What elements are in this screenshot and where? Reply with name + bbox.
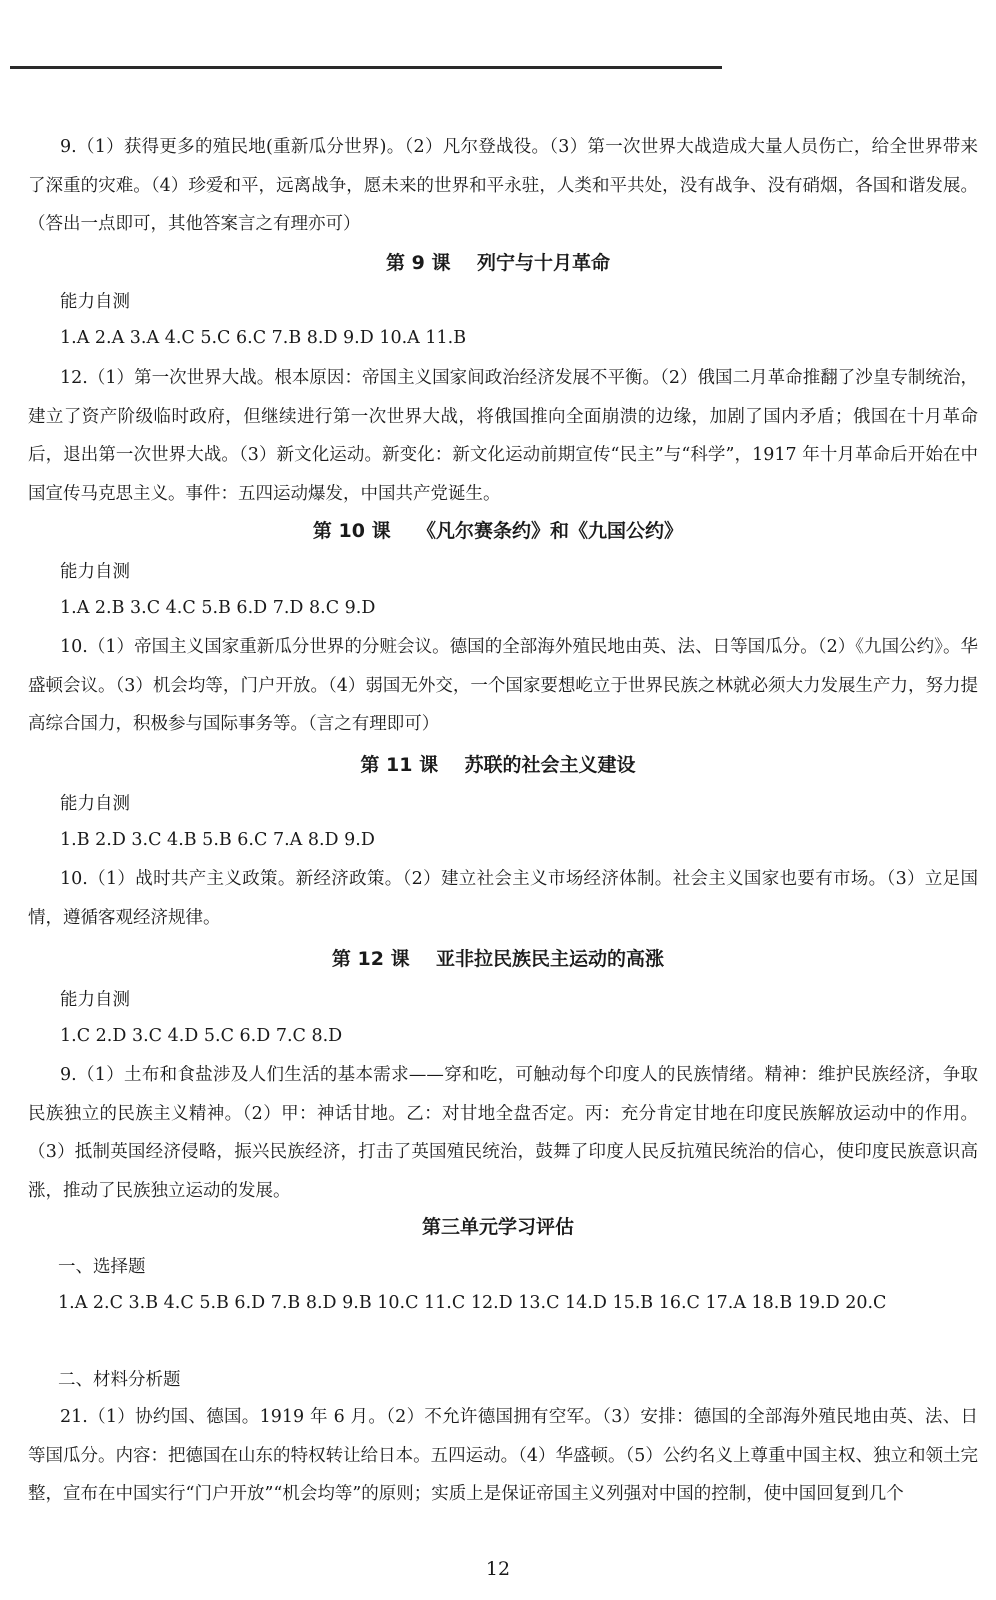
lesson-9-choices: 1.A 2.A 3.A 4.C 5.C 6.C 7.B 8.D 9.D 10.A 11.B bbox=[60, 328, 467, 348]
lesson-11-title: 第 11 课 苏联的社会主义建设 bbox=[360, 754, 636, 776]
unit-3-assessment-title: 第三单元学习评估 bbox=[421, 1216, 574, 1238]
lesson-9-title: 第 9 课 列宁与十月革命 bbox=[386, 252, 610, 274]
lesson-12-subtitle: 能力自测 bbox=[60, 990, 130, 1010]
unit-3-section-2: 二、材料分析题 bbox=[58, 1370, 181, 1390]
answer-q9-previous: 9.（1）获得更多的殖民地(重新瓜分世界)。（2）凡尔登战役。（3）第一次世界大战造成大量人员伤亡，给全世界带来了深重的灾难。（4）珍爱和平，远离战争，愿未来的世界和平永驻，人类和平共处，没有战争、没有硝烟，各国和谐发展。（答出一点即可，其他答案言之有理亦可） bbox=[28, 137, 978, 234]
lesson-10-title: 第 10 课 《凡尔赛条约》和《九国公约》 bbox=[312, 520, 684, 542]
unit-3-choices: 1.A 2.C 3.B 4.C 5.B 6.D 7.B 8.D 9.B 10.C 11.C 12.D 13.C 14.D 15.B 16.C 17.A 18.B 19.D 20.C bbox=[58, 1293, 887, 1313]
page-number: 12 bbox=[485, 1558, 511, 1580]
lesson-12-q9-answer: 9.（1）土布和食盐涉及人们生活的基本需求——穿和吃，可触动每个印度人的民族情绪。精神：维护民族经济，争取民族独立的民族主义精神。（2）甲：神话甘地。乙：对甘地全盘否定。丙：充分肯定甘地在印度民族解放运动中的作用。（3）抵制英国经济侵略，振兴民族经济，打击了英国殖民统治，鼓舞了印度人民反抗殖民统治的信心，使印度民族意识高涨，推动了民族独立运动的发展。 bbox=[28, 1065, 978, 1201]
lesson-12-choices: 1.C 2.D 3.C 4.D 5.C 6.D 7.C 8.D bbox=[60, 1026, 343, 1046]
lesson-12-title: 第 12 课 亚非拉民族民主运动的高涨 bbox=[331, 948, 665, 970]
lesson-11-choices: 1.B 2.D 3.C 4.B 5.B 6.C 7.A 8.D 9.D bbox=[60, 830, 375, 850]
unit-3-q21-answer: 21.（1）协约国、德国。1919 年 6 月。（2）不允许德国拥有空军。（3）安排：德国的全部海外殖民地由英、法、日等国瓜分。内容：把德国在山东的特权转让给日本。五四运动。（4）华盛顿。（5）公约名义上尊重中国主权、独立和领土完整，宣布在中国实行“门户开放”“机会均等”的原则；实质上是保证帝国主义列强对中国的控制，使中国回复到几个 bbox=[28, 1407, 978, 1504]
lesson-9-q12-answer: 12.（1）第一次世界大战。根本原因：帝国主义国家间政治经济发展不平衡。（2）俄国二月革命推翻了沙皇专制统治，建立了资产阶级临时政府，但继续进行第一次世界大战，将俄国推向全面崩溃的边缘，加剧了国内矛盾；俄国在十月革命后，退出第一次世界大战。（3）新文化运动。新变化：新文化运动前期宣传“民主”与“科学”，1917 年十月革命后开始在中国宣传马克思主义。事件：五四运动爆发，中国共产党诞生。 bbox=[28, 368, 978, 504]
unit-3-section-1: 一、选择题 bbox=[58, 1257, 146, 1277]
lesson-10-q10-answer: 10.（1）帝国主义国家重新瓜分世界的分赃会议。德国的全部海外殖民地由英、法、日等国瓜分。（2）《九国公约》。华盛顿会议。（3）机会均等，门户开放。（4）弱国无外交，一个国家要想屹立于世界民族之林就必须大力发展生产力，努力提高综合国力，积极参与国际事务等。（言之有理即可） bbox=[28, 637, 978, 734]
lesson-9-subtitle: 能力自测 bbox=[60, 292, 130, 312]
lesson-10-choices: 1.A 2.B 3.C 4.C 5.B 6.D 7.D 8.C 9.D bbox=[60, 598, 376, 618]
lesson-10-subtitle: 能力自测 bbox=[60, 562, 130, 582]
lesson-11-q10-answer: 10.（1）战时共产主义政策。新经济政策。（2）建立社会主义市场经济体制。社会主义国家也要有市场。（3）立足国情，遵循客观经济规律。 bbox=[28, 869, 978, 928]
lesson-11-subtitle: 能力自测 bbox=[60, 794, 130, 814]
